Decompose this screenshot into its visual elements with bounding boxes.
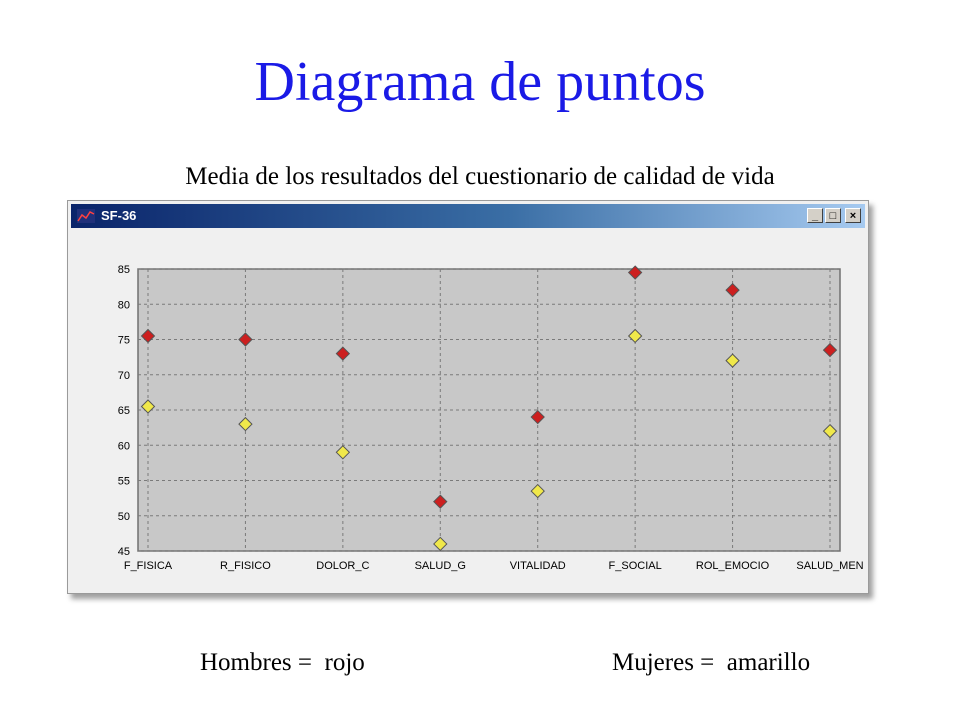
x-tick-label: SALUD_MEN — [796, 560, 864, 572]
minimize-button[interactable]: _ — [807, 208, 823, 223]
y-tick-label: 50 — [117, 510, 130, 523]
y-tick-label: 60 — [117, 440, 130, 453]
slide-subtitle: Media de los resultados del cuestionario de calidad de vida — [185, 163, 775, 190]
x-tick-label: F_FISICA — [123, 560, 173, 572]
window-title: SF-36 — [101, 208, 137, 223]
chart-app-icon — [77, 209, 95, 223]
close-button[interactable]: × — [845, 208, 861, 223]
x-tick-label: F_SOCIAL — [608, 560, 662, 572]
legend-men: Hombres = rojo — [200, 649, 365, 676]
y-tick-label: 55 — [117, 475, 130, 488]
x-tick-label: VITALIDAD — [509, 560, 566, 572]
window-titlebar[interactable] — [71, 204, 865, 228]
x-tick-label: SALUD_G — [414, 560, 466, 572]
chart-window — [67, 200, 869, 594]
x-tick-label: R_FISICO — [220, 560, 271, 572]
scatter-chart — [68, 231, 868, 591]
y-tick-label: 85 — [117, 264, 130, 276]
x-tick-label: DOLOR_C — [316, 560, 370, 572]
slide-title: Diagrama de puntos — [254, 51, 706, 113]
y-tick-label: 75 — [117, 334, 130, 347]
maximize-button[interactable]: □ — [825, 208, 841, 223]
x-tick-label: ROL_EMOCIO — [695, 560, 770, 572]
legend-women: Mujeres = amarillo — [612, 649, 811, 676]
y-tick-label: 65 — [117, 405, 130, 417]
y-tick-label: 70 — [117, 369, 130, 382]
y-tick-label: 80 — [117, 299, 130, 312]
y-tick-label: 45 — [117, 546, 130, 558]
